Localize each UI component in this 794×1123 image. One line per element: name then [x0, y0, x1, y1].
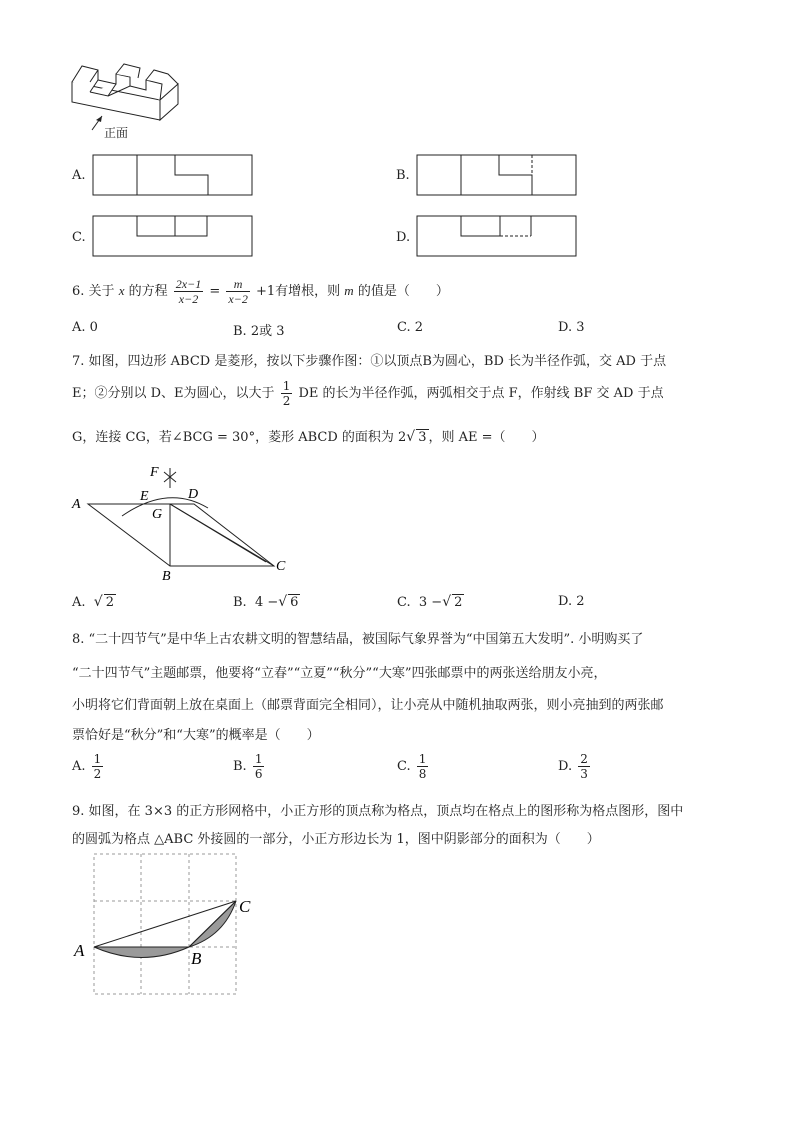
q7-opt-b-letter: B. [233, 595, 247, 610]
q5-option-c-letter: C. [72, 230, 86, 245]
q9-line-1: 9. 如图，在 3×3 的正方形网格中，小正方形的顶点称为格点，顶点均在格点上的图形称为格点图形，图中 [72, 804, 684, 819]
q5-option-c-figure [92, 215, 254, 259]
q8-opt-b-frac [253, 752, 265, 781]
q6-fraction-1 [174, 277, 203, 306]
q6-option-b: B. 2或 3 [233, 324, 285, 339]
q7-half-num: 1 [282, 379, 291, 393]
q9-label-b: B [191, 949, 202, 968]
q7-opt-a-rad: 2 [105, 595, 114, 610]
q7-option-d: D. 2 [558, 594, 585, 609]
q6-option-c: C. 2 [397, 320, 424, 335]
rhombus-abcd [88, 504, 274, 566]
q8-opt-c-num: 1 [418, 752, 427, 766]
q7-line-3b: ，则 AE =（ ） [428, 430, 545, 445]
q6-frac1-den: x−2 [178, 292, 199, 306]
q8-opt-d-letter: D. [558, 759, 573, 774]
q7-opt-a-letter: A. [72, 595, 86, 610]
q7-line-2a: E；②分别以 D、E为圆心，以大于 [72, 386, 275, 401]
label-d: D [188, 487, 199, 502]
q5-option-b-figure [416, 154, 578, 198]
q7-line-1: 7. 如图，四边形 ABCD 是菱形，按以下步骤作图：①以顶点B为圆心，BD 长为半径作弧，交 AD 于点 [72, 354, 667, 369]
q7-line-2b: DE 的长为半径作弧，两弧相交于点 F，作射线 BF 交 AD 于点 [298, 386, 664, 401]
q7-sqrt-3: 3 [418, 430, 427, 445]
q9-grid-figure [72, 850, 272, 998]
q8-opt-c-den: 8 [418, 767, 427, 781]
q7-option-c: C. 3 −√ 2 [397, 594, 463, 610]
q5-option-d-figure [416, 215, 578, 259]
q8-opt-b-den: 6 [254, 767, 263, 781]
q6-frac1-num: 2x−1 [175, 277, 202, 291]
q6-frac2-num: m [226, 277, 249, 292]
q7-half-den: 2 [282, 394, 291, 408]
q7-line-3a: G，连接 CG，若∠BCG = 30°，菱形 ABCD 的面积为 2 [72, 430, 407, 445]
q7-line-3: G，连接 CG，若∠BCG = 30°，菱形 ABCD 的面积为 2√ 3 ，则 AE =（ ） [72, 429, 545, 445]
q8-option-a [72, 752, 105, 782]
label-g: G [152, 507, 163, 522]
q8-opt-c-frac [417, 752, 429, 781]
q7-opt-b-pre: 4 − [254, 595, 279, 610]
q7-option-a: A. √ 2 [72, 594, 114, 610]
q5-option-b-letter: B. [396, 168, 410, 183]
label-f: F [150, 465, 159, 480]
front-arrow-head-icon [96, 116, 102, 122]
q8-opt-a-letter: A. [72, 759, 86, 774]
q9-label-a: A [74, 941, 85, 960]
q8-line-3: 小明将它们背面朝上放在桌面上（邮票背面完全相同），让小亮从中随机抽取两张，则小亮抽到的两张邮 [72, 698, 664, 713]
q8-line-2: “二十四节气”主题邮票，他要将“立春”“立夏”“秋分”“大寒”四张邮票中的两张送给朋友小亮， [72, 666, 607, 681]
q8-opt-d-num: 2 [580, 752, 588, 766]
label-b: B [162, 569, 171, 584]
q9-label-c: C [239, 897, 251, 916]
label-a: A [72, 497, 81, 512]
q6-fraction-2 [226, 277, 249, 306]
q6-stem [72, 276, 449, 306]
q7-rhombus-figure [68, 458, 298, 586]
q8-opt-b-num: 1 [254, 752, 263, 766]
q8-opt-a-den: 2 [93, 767, 102, 781]
solid-side-face [160, 84, 178, 120]
q6-var-x: x [118, 283, 125, 298]
q6-option-a: A. 0 [72, 320, 98, 335]
q6-mid: 的方程 [128, 284, 168, 299]
label-c: C [276, 559, 286, 574]
q8-option-c [397, 752, 430, 782]
q7-opt-c-letter: C. [397, 595, 411, 610]
label-e: E [140, 489, 149, 504]
q8-line-1: 8. “二十四节气”是中华上古农耕文明的智慧结晶，被国际气象界誉为“中国第五大发明”. 小明购买了 [72, 632, 644, 647]
q9-line-2: 的圆弧为格点 △ABC 外接圆的一部分，小正方形边长为 1，图中阴影部分的面积为（ ） [72, 832, 600, 847]
q6-option-d: D. 3 [558, 320, 585, 335]
q7-half-fraction [281, 379, 293, 408]
q6-prefix: 6. 关于 [72, 284, 115, 299]
q6-plus: +1有增根，则 [255, 284, 341, 299]
q5-option-d-letter: D. [396, 230, 411, 245]
q6-frac2-den: x−2 [228, 292, 248, 306]
q8-line-4: 票恰好是“秋分”和“大寒”的概率是（ ） [72, 728, 320, 743]
q5-option-a-figure [92, 154, 254, 198]
q5-option-a-letter: A. [72, 168, 86, 183]
q7-opt-c-rad: 2 [454, 595, 463, 610]
q6-var-m: m [344, 283, 354, 298]
front-label: 正面 [104, 126, 129, 140]
q7-line-2 [72, 378, 664, 410]
q8-opt-b-letter: B. [233, 759, 247, 774]
q8-opt-d-frac [578, 752, 590, 781]
q7-opt-b-rad: 6 [290, 595, 299, 610]
q8-opt-c-letter: C. [397, 759, 411, 774]
q8-opt-a-frac [92, 752, 104, 781]
q8-option-d [558, 752, 592, 782]
q6-eq: = [209, 284, 221, 299]
q8-option-b [233, 752, 266, 782]
q9-segment-bc [189, 901, 236, 947]
q7-opt-c-pre: 3 − [418, 595, 443, 610]
q8-opt-a-num: 1 [93, 752, 102, 766]
q7-option-b: B. 4 −√ 6 [233, 594, 299, 610]
q8-opt-d-den: 3 [580, 767, 588, 781]
q6-suffix: 的值是（ ） [357, 284, 449, 299]
q9-shade-ab [94, 947, 189, 958]
